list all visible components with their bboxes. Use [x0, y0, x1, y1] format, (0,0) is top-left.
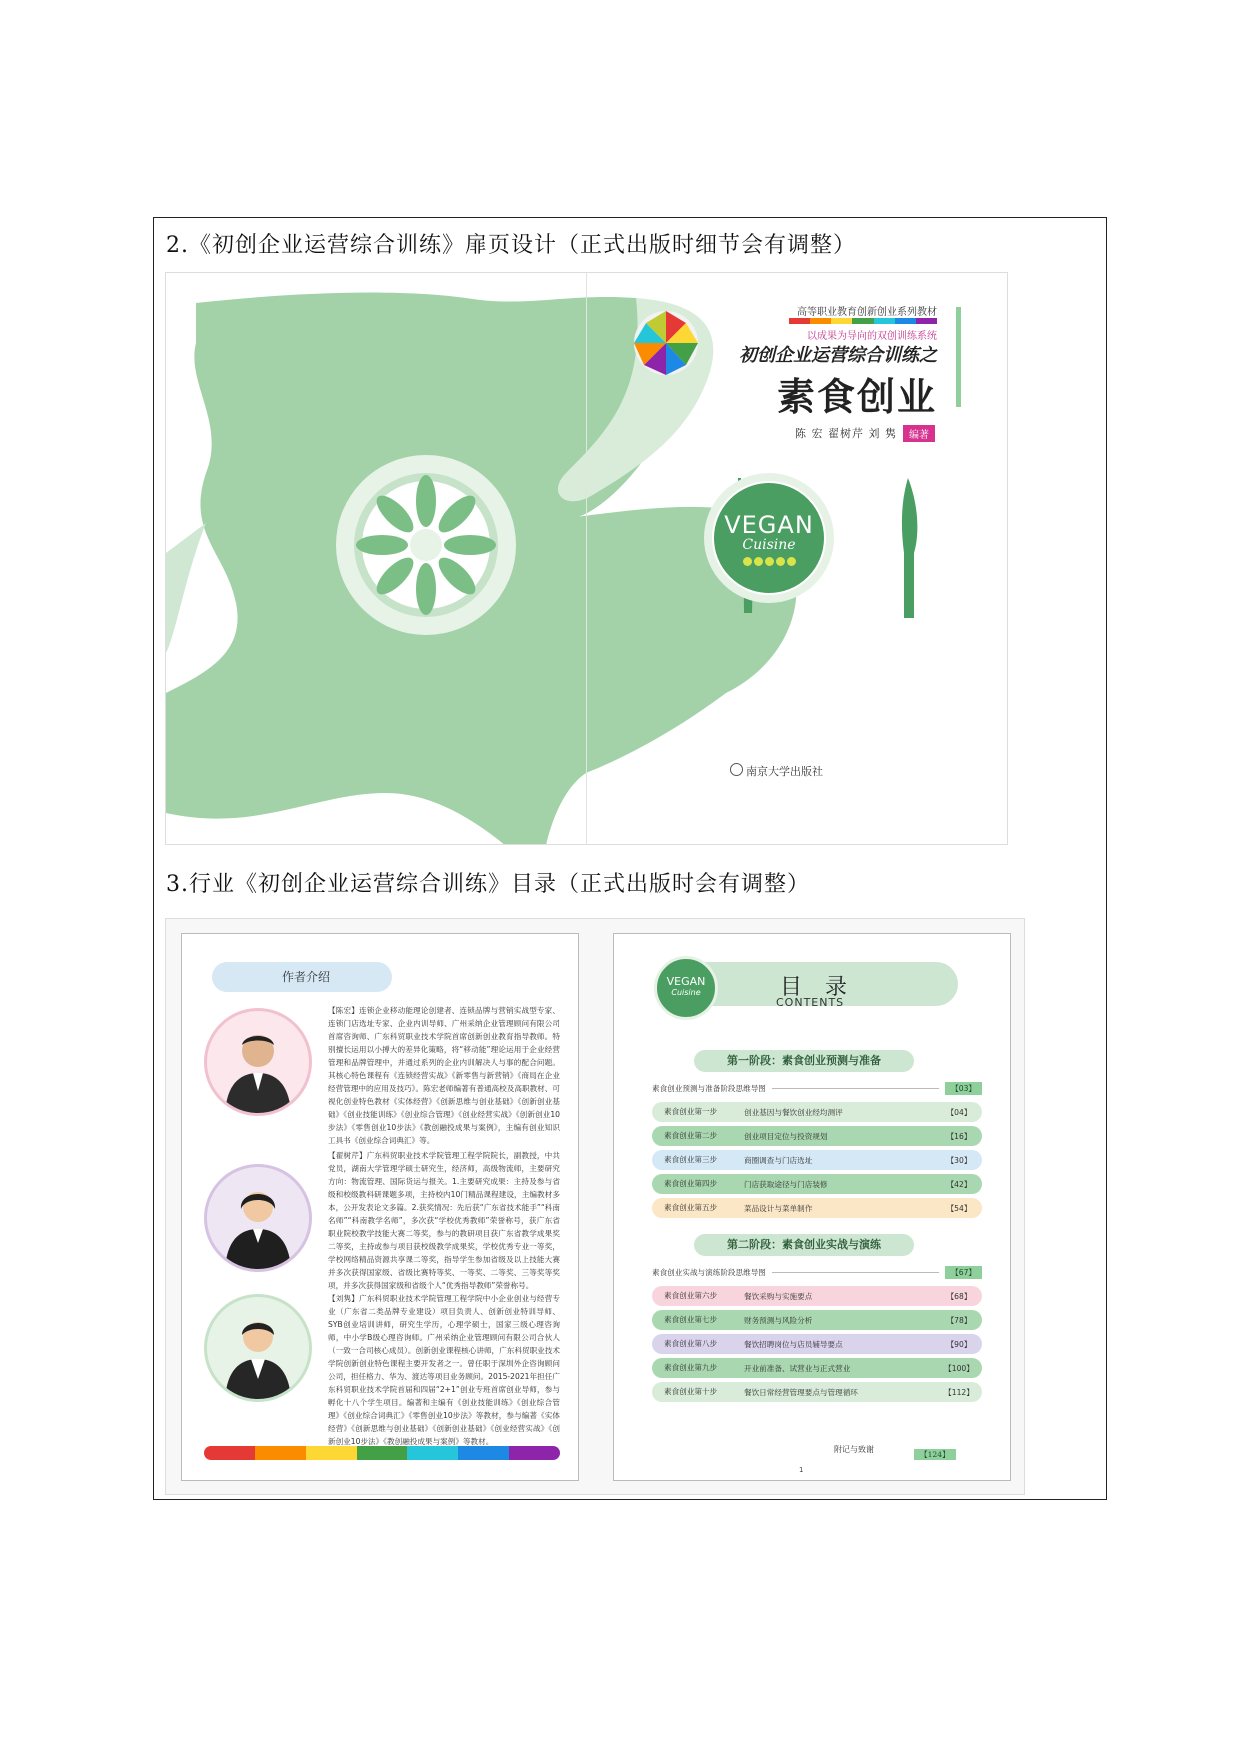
author-portrait-3 [204, 1294, 312, 1402]
cover-section-heading: 2.《初创企业运营综合训练》扉页设计（正式出版时细节会有调整） [166, 233, 856, 258]
toc-step-title: 餐饮采购与实施要点 [744, 1291, 813, 1301]
toc-step-page: 【04】 [946, 1107, 972, 1117]
author-color-bar [204, 1446, 560, 1460]
cover-accent-bar [956, 307, 961, 407]
toc-subtitle: CONTENTS [776, 996, 845, 1009]
editor-tag: 编著 [903, 425, 935, 442]
toc-step-row [652, 1174, 982, 1194]
cover-authors: 陈 宏 翟树芹 刘 隽 [795, 427, 897, 440]
publisher-name: 南京大学出版社 [746, 765, 823, 778]
badge-dots [714, 557, 824, 566]
toc-step-label: 素食创业第九步 [664, 1363, 718, 1372]
author-bio-2: 【翟树芹】广东科贸职业技术学院管理工程学院院长，副教授，中共党员，湖南大学管理学硕士研究生，经济师，高级物流师，主要研究方向：物流管理、国际货运与报关。1.主要研究成果：主持及参与省级和校级教科研课题多项，主持校内10门精品课程建设，主编教材多本，公开发表论文多篇。2.获奖情况：先后获“广东省技术能手”“科南名师”“科南教学名师”，多次获“学校优秀教师”荣誉称号，获广东省职业院校教学技能大赛二等奖，参与的教研项目获广东省教学成果奖二等奖，主持或参与项目获校级教学成果奖，学校优秀专业一等奖，学校网络精品资源共享课二等奖，指导学生参加省级及以上技能大赛并多次获得国家级、省级比赛特等奖、一等奖、二等奖、三等奖等奖项，并多次获得国家级和省级个人“优秀指导教师”荣誉称号。 [328, 1151, 560, 1290]
toc-step-title: 餐饮招聘岗位与店员辅导要点 [744, 1339, 843, 1349]
author-bio-1: 【陈宏】连锁企业移动能理论创建者、连锁品牌与营销实战型专家、连锁门店选址专家、企业内训导师、广州采纳企业管理顾问有限公司首席咨询师、广东科贸职业技术学院首席创新创业教育指导教师。特别擅长运用以小搏大的差异化策略，将“移动能”理论运用于企业经营管理和品牌管理中，并通过系列的企业内训解决人与事的配合问题。其核心特色课程有《连锁经营实战》《新零售与新营销》《商局在企业经营管理中的应用及技巧》。陈宏老师编著有普通高校及高职教材、可视化创业特色教材《实体经营》《创新思维与创业基础》《创新创业基础》《创业技能训练》《创业综合管理》《创业经营实战》《创新创业10步法》《零售创业10步法》《教创融投成果与案例》，主编有创业知识工具书《创业综合词典汇》等。 [328, 1006, 560, 1145]
toc-title: 目 录 [780, 975, 855, 1000]
toc-step-title: 门店获取途径与门店装修 [744, 1179, 828, 1189]
stage1-map-page: 【03】 [945, 1082, 982, 1095]
appendix-page [914, 1442, 956, 1461]
toc-step-page: 【54】 [946, 1203, 972, 1213]
toc-step-page: 【112】 [944, 1387, 974, 1397]
toc-step-title: 菜品设计与菜单制作 [744, 1203, 813, 1213]
vegan-cuisine-badge [704, 473, 834, 603]
toc-step-row [652, 1102, 982, 1122]
catalog-section-heading: 3.行业《初创企业运营综合训练》目录（正式出版时会有调整） [166, 872, 810, 897]
toc-step-title: 财务预测与风险分析 [744, 1315, 813, 1325]
toc-badge-word: VEGAN [666, 975, 706, 988]
toc-step-row [652, 1382, 982, 1402]
toc-step-page: 【30】 [946, 1155, 972, 1165]
toc-step-label: 素食创业第十步 [664, 1387, 718, 1396]
toc-step-page: 【78】 [946, 1315, 972, 1325]
badge-word: VEGAN [724, 511, 814, 539]
toc-step-title: 创业项目定位与投资规划 [744, 1131, 828, 1141]
stage2-heading: 第二阶段：素食创业实战与演练 [694, 1234, 914, 1256]
author-portrait-2 [204, 1164, 312, 1272]
stage2-map-label: 素食创业实战与演练阶段思维导图 [652, 1268, 766, 1277]
toc-step-row [652, 1286, 982, 1306]
publisher-logo-icon [730, 763, 743, 776]
toc-step-label: 素食创业第四步 [664, 1179, 718, 1188]
stage1-map-line [652, 1082, 982, 1095]
cover-title-line2: 素食创业 [776, 375, 937, 419]
badge-sub: Cuisine [742, 537, 796, 553]
toc-step-label: 素食创业第二步 [664, 1131, 718, 1140]
toc-step-title: 商圈调查与门店选址 [744, 1155, 813, 1165]
toc-step-title: 开业前准备、试营业与正式营业 [744, 1363, 851, 1373]
toc-step-page: 【68】 [946, 1291, 972, 1301]
toc-step-label: 素食创业第六步 [664, 1291, 718, 1300]
toc-badge-sub: Cuisine [671, 988, 701, 997]
appendix-page-number: 【124】 [914, 1449, 956, 1460]
toc-step-row [652, 1150, 982, 1170]
toc-step-label: 素食创业第八步 [664, 1339, 718, 1348]
page-number: 1 [799, 1466, 804, 1474]
stage2-map-page: 【67】 [945, 1266, 982, 1279]
toc-step-row [652, 1126, 982, 1146]
toc-step-row [652, 1334, 982, 1354]
appendix-label: 附记与致谢 [834, 1445, 874, 1454]
stage1-map-label: 素食创业预测与准备阶段思维导图 [652, 1084, 766, 1093]
toc-step-row [652, 1310, 982, 1330]
toc-page [613, 933, 1011, 1481]
toc-step-page: 【100】 [944, 1363, 974, 1373]
author-section-title: 作者介绍 [282, 970, 331, 984]
toc-step-label: 素食创业第五步 [664, 1203, 718, 1212]
author-portrait-1 [204, 1008, 312, 1116]
cover-title-line1: 初创企业运营综合训练之 [739, 345, 937, 366]
stage2-map-line [652, 1266, 982, 1279]
toc-step-page: 【16】 [946, 1131, 972, 1141]
toc-step-page: 【90】 [946, 1339, 972, 1349]
toc-step-label: 素食创业第七步 [664, 1315, 718, 1324]
toc-step-title: 创业基因与餐饮创业经均测评 [744, 1107, 843, 1117]
toc-step-label: 素食创业第三步 [664, 1155, 718, 1164]
toc-step-label: 素食创业第一步 [664, 1107, 718, 1116]
stage1-heading: 第一阶段：素食创业预测与准备 [694, 1050, 914, 1072]
toc-step-title: 餐饮日常经营管理要点与管理循环 [744, 1387, 858, 1397]
catalog-spread-image [165, 918, 1025, 1495]
toc-step-row [652, 1358, 982, 1378]
toc-step-page: 【42】 [946, 1179, 972, 1189]
author-bio-3: 【刘隽】广东科贸职业技术学院管理工程学院中小企业创业与经营专业（广东省二类品牌专业建设）项目负责人、创新创业特训导师、SYB创业培训讲师，研究生学历，心理学硕士，国家三级心理咨询师，中小学B级心理咨询师。广州采纳企业管理顾问有限公司合伙人（一致一合司核心成员）。创新创业课程核心讲师，广东科贸职业技术学院创新创业特色课程主要开发者之一。曾任职于深圳外企咨询顾问公司，担任格力、华为、渡达等项目业务顾问。2015-2021年担任广东科贸职业技术学院首届和四届“2+1”创业专班首席创业导师，参与孵化十八个学生项目。编著和主编有《创业技能训练》《创业综合管理》《创业综合词典汇》《零售创业10步法》等教材，参与编著《实体经营》《创新思维与创业基础》《创新创业基础》《创业经营实战》《创新创业10步法》《教创融投成果与案例》等教材。 [328, 1294, 560, 1446]
toc-step-row [652, 1198, 982, 1218]
cover-subtitle: 以成果为导向的双创训练系统 [807, 331, 937, 342]
cover-spread-image [165, 272, 1008, 845]
toc-vegan-badge [654, 956, 718, 1020]
series-label: 高等职业教育创新创业系列教材 [797, 307, 937, 318]
series-color-bar [789, 318, 937, 324]
cover-spine-line [586, 273, 587, 845]
author-page [181, 933, 579, 1481]
